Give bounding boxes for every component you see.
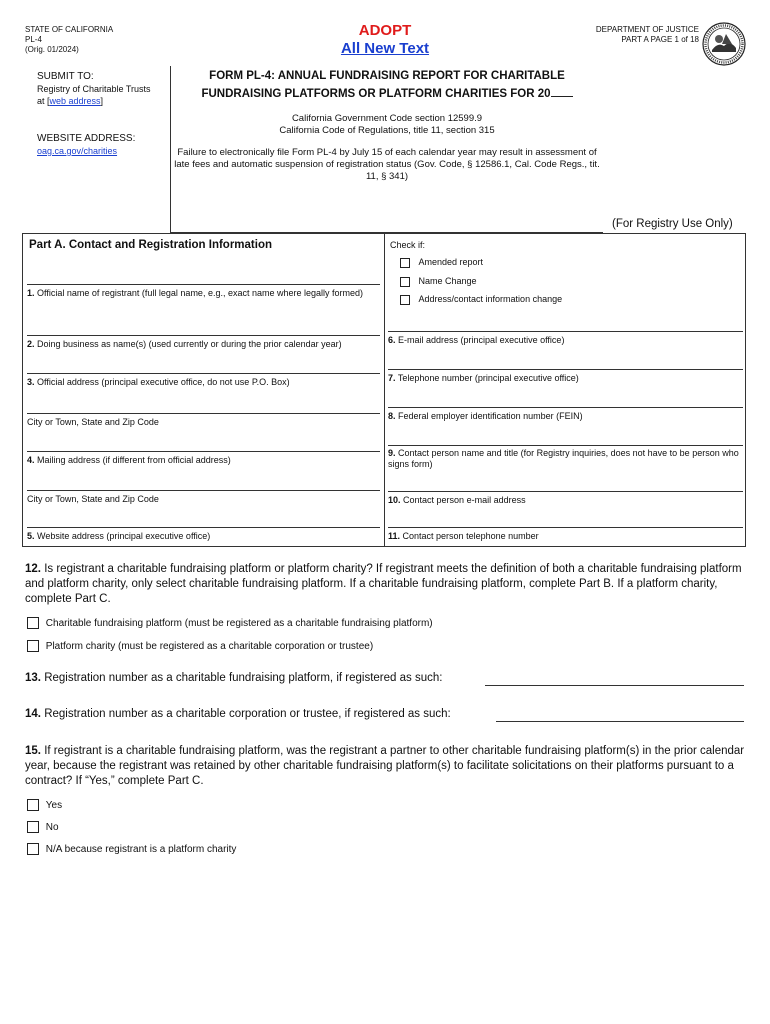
field-3-city-line[interactable] (27, 413, 380, 414)
question-13: 13. Registration number as a charitable fundraising platform, if registered as such: (25, 672, 443, 684)
submit-to-label: SUBMIT TO: (37, 71, 94, 82)
page-number: PART A PAGE 1 of 18 (621, 35, 699, 44)
field-7-line[interactable] (388, 369, 743, 370)
check-address-change[interactable]: Address/contact information change (400, 293, 562, 305)
name-change-checkbox[interactable] (400, 277, 410, 287)
form-title-block (172, 68, 602, 183)
field-3-line[interactable] (27, 373, 380, 374)
address-change-checkbox[interactable] (400, 295, 410, 305)
field-11-line[interactable] (388, 527, 743, 528)
part-a-heading: Part A. Contact and Registration Information (29, 239, 273, 251)
field-5-label: 5. Website address (principal executive office) (27, 531, 211, 541)
field-5-line[interactable] (27, 527, 380, 528)
field-4-city-label: City or Town, State and Zip Code (27, 494, 159, 504)
q12-charity-checkbox[interactable] (27, 640, 39, 652)
gov-code: California Government Code section 12599.9 (291, 113, 483, 124)
q15-na-checkbox[interactable] (27, 843, 39, 855)
field-4-label: 4. Mailing address (if different from official address) (27, 455, 231, 465)
field-3-city-label: City or Town, State and Zip Code (27, 417, 159, 427)
q12-option-platform[interactable]: Charitable fundraising platform (must be registered as a charitable fundraising platform) (27, 617, 433, 630)
header-state-block (25, 25, 113, 55)
header-department-block (560, 25, 699, 45)
q15-no-checkbox[interactable] (27, 821, 39, 833)
question-12: 12. Is registrant a charitable fundraising platform or platform charity? If registrant meets the definition of both a charitable fundraising platform and platform charity, only select charitable fundraising platform. If a charitable fundraising platform, complete Part B. If a platform charity, complete Part C. (25, 563, 742, 605)
filing-warning: Failure to electronically file Form PL-4 by July 15 of each calendar year may result in assessment of late fees and automatic suspension of registration status (Gov. Code, § 12586.1, Cal. Code Regs., tit. 11, § 341) (174, 147, 600, 182)
all-new-text-label: All New Text (340, 40, 430, 57)
field-1-line[interactable] (27, 284, 380, 285)
charities-website-link[interactable]: oag.ca.gov/charities (37, 146, 118, 156)
field-4-line[interactable] (27, 451, 380, 452)
field-2-label: 2. Doing business as name(s) (used currently or during the prior calendar year) (27, 339, 342, 349)
registry-web-address: at [web address] (37, 96, 104, 106)
amended-checkbox[interactable] (400, 258, 410, 268)
state-seal-icon (702, 22, 746, 66)
state-name: STATE OF CALIFORNIA (25, 25, 114, 34)
field-6-line[interactable] (388, 331, 743, 332)
question-14: 14. Registration number as a charitable corporation or trustee, if registered as such: (25, 708, 451, 720)
year-blank[interactable] (551, 84, 573, 97)
q12-option-charity[interactable]: Platform charity (must be registered as a charitable corporation or trustee) (27, 640, 373, 653)
orig-date: (Orig. 01/2024) (25, 45, 79, 54)
q12-platform-checkbox[interactable] (27, 617, 39, 629)
q14-answer-line[interactable] (496, 721, 744, 722)
field-3-label: 3. Official address (principal executive office, do not use P.O. Box) (27, 377, 290, 387)
website-block (37, 132, 135, 157)
field-4-city-line[interactable] (27, 490, 380, 491)
field-8-label: 8. Federal employer identification number (FEIN) (388, 411, 583, 421)
registry-name: Registry of Charitable Trusts (37, 84, 151, 94)
field-10-line[interactable] (388, 491, 743, 492)
submit-to-block (37, 70, 151, 107)
q13-answer-line[interactable] (485, 685, 744, 686)
registry-use-label: (For Registry Use Only) (612, 218, 733, 230)
form-title-line2: FUNDRAISING PLATFORMS OR PLATFORM CHARITIES FOR 20 (172, 84, 602, 102)
field-10-label: 10. Contact person e-mail address (388, 495, 526, 505)
check-if-label: Check if: (390, 240, 426, 250)
field-9-label: 9. Contact person name and title (for Registry inquiries, does not have to be person who signs form) (388, 448, 739, 469)
field-7-label: 7. Telephone number (principal executive office) (388, 373, 579, 383)
web-address-link[interactable]: web address (49, 96, 101, 106)
q15-yes-checkbox[interactable] (27, 799, 39, 811)
field-8-line[interactable] (388, 407, 743, 408)
field-2-line[interactable] (27, 335, 380, 336)
q15-option-no[interactable]: No (27, 821, 59, 834)
question-15: 15. If registrant is a charitable fundraising platform, was the registrant a partner to other charitable fundraising platform(s) in the prior calendar year, because the registrant was retained by other charitable fundraising platform(s) to facilitate solicitations on their platforms pursuant to a contract? If “Yes,” complete Part C. (25, 745, 745, 787)
form-title-line1: FORM PL-4: ANNUAL FUNDRAISING REPORT FOR CHARITABLE (209, 70, 565, 82)
field-11-label: 11. Contact person telephone number (388, 531, 539, 541)
adopt-label: ADOPT (358, 22, 412, 39)
q15-option-na[interactable]: N/A because registrant is a platform charity (27, 843, 236, 856)
regs-code: California Code of Regulations, title 11, section 315 (279, 125, 495, 136)
check-amended[interactable]: Amended report (400, 256, 483, 268)
field-1-label: 1. Official name of registrant (full legal name, e.g., exact name where legally formed) (27, 288, 364, 298)
form-code: PL-4 (25, 35, 42, 44)
field-6-label: 6. E-mail address (principal executive office) (388, 335, 565, 345)
website-label: WEBSITE ADDRESS: (37, 133, 136, 144)
department-name: DEPARTMENT OF JUSTICE (595, 25, 699, 34)
field-9-line[interactable] (388, 445, 743, 446)
check-name-change[interactable]: Name Change (400, 275, 477, 287)
header-revision-block (300, 22, 470, 58)
q15-option-yes[interactable]: Yes (27, 799, 62, 812)
